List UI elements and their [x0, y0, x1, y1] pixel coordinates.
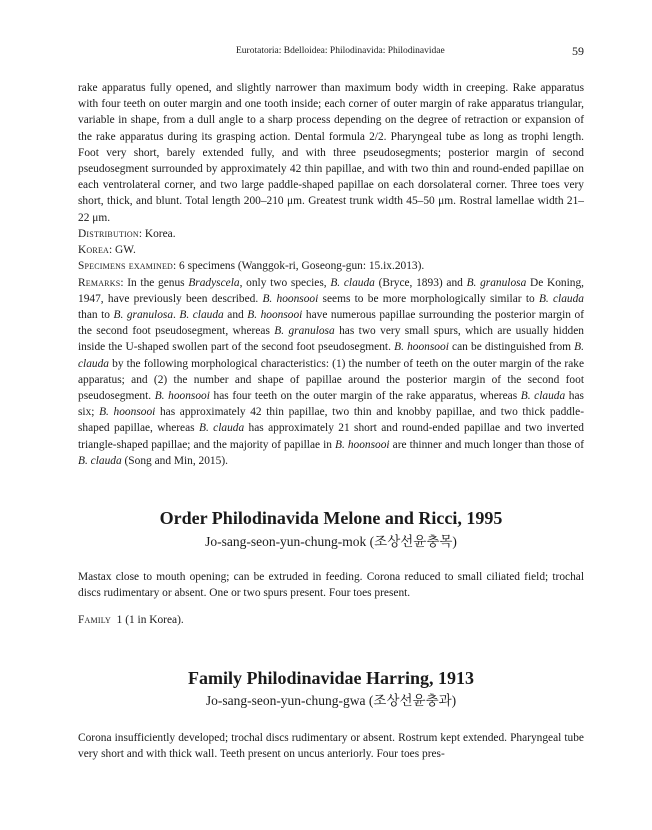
order-description-text: Mastax close to mouth opening; can be extruded in feeding. Corona reduced to small ciliated field; trochal discs rudimentary or absent. One or two spurs present. Four toes present. [78, 571, 584, 600]
distribution-label: Distribution [78, 228, 139, 240]
family-description-text: Corona insufficiently developed; trochal discs rudimentary or absent. Rostrum kept extended. Pharyngeal tube very short and with thick wall. Teeth present on uncus anteriorly. Four toes pres- [78, 732, 584, 761]
family-korean-name: Jo-sang-seon-yun-chung-gwa (조상선윤충과) [205, 693, 457, 708]
korea-line: Korea: GW. [78, 244, 136, 257]
distribution-value: Korea. [144, 228, 176, 240]
family-description [78, 730, 584, 762]
korea-value: GW. [115, 244, 136, 257]
remarks-paragraph: Remarks: In the genus Bradyscela, only two species, B. clauda (Bryce, 1893) and B. granulosa De Koning, 1947, have previously been described. B. hoonsooi seems to be more morphologically similar to B. clauda than to B. granulosa. B. clauda and B. hoonsooi have numerous papillae surrounding the posterior margin of the second foot pseudosegment, whereas B. granulosa has two very small spurs, which are usually hidden inside the U-shaped swollen part of the second foot pseudosegment. B. hoonsooi can be distinguished from B. clauda by the following morphological characteristics: (1) the number of teeth on the outer margin of the rake apparatus; and (2) the number and shape of papillae around the posterior margin of the second foot pseudosegment. B. hoonsooi has four teeth on the outer margin of the rake apparatus, whereas B. clauda has six; B. hoonsooi has approximately 42 thin papillae, two thin and knobby papillae, and two thick paddle-shaped papillae, whereas B. clauda has approximately 21 short and round-ended papillae and two inverted triangle-shaped papillae; and the majority of papillae in B. hoonsooi are thinner and much longer than those of B. clauda (Song and Min, 2015). [78, 276, 585, 467]
specimens-line: Specimens examined: 6 specimens (Wanggok-ri, Goseong-gun: 15.ix.2013). [78, 260, 425, 273]
order-korean-name: Jo-sang-seon-yun-chung-mok (조상선윤충목) [205, 534, 457, 549]
description-paragraph [78, 80, 584, 226]
specimens-value: 6 specimens (Wanggok-ri, Goseong-gun: 15.ix.2013). [179, 260, 425, 273]
running-title: Eurotatoria: Bdelloidea: Philodinavida: Philodinavidae [236, 46, 445, 56]
order-heading: Order Philodinavida Melone and Ricci, 1995 [159, 508, 503, 528]
species-details [78, 226, 584, 469]
family-count-line [78, 612, 584, 628]
family-count-value: 1 (1 in Korea). [116, 614, 184, 626]
remarks-label: Remarks [78, 276, 121, 289]
distribution-line: Distribution: Korea. [78, 228, 176, 240]
korea-label: Korea [78, 244, 110, 257]
family-count-label: Family [78, 614, 111, 626]
specimens-label: Specimens examined [78, 260, 174, 273]
page-number: 59 [572, 44, 584, 58]
description-text: rake apparatus fully opened, and slightly narrower than maximum body width in creeping. Rake apparatus with four teeth on outer margin and one tooth inside; each corner of outer margin of rake apparatus triangular, variable in shape, from a dull angle to a sharp process depending on the degree of retraction or expansion of the rake apparatus during its grasping action. Dental formula 2/2. Pharyngeal tube as long as trophi length. Foot very short, barely extended fully, and with three pseudosegments; posterior margin of second pseudosegment surrounded by approximately 42 thin papillae, and with two thin and round-ended papillae on each ventrolateral corner, and two large paddle-shaped papillae on each dorsolateral corner. Three toes very short, thick, and blunt. Total length 200–210 μm. Greatest trunk width 45–50 μm. Rostral lamellae width 21–22 μm. [78, 82, 584, 224]
running-header [78, 44, 584, 60]
order-family-count [78, 612, 584, 628]
order-description [78, 569, 584, 601]
family-heading: Family Philodinavidae Harring, 1913 [187, 668, 474, 688]
